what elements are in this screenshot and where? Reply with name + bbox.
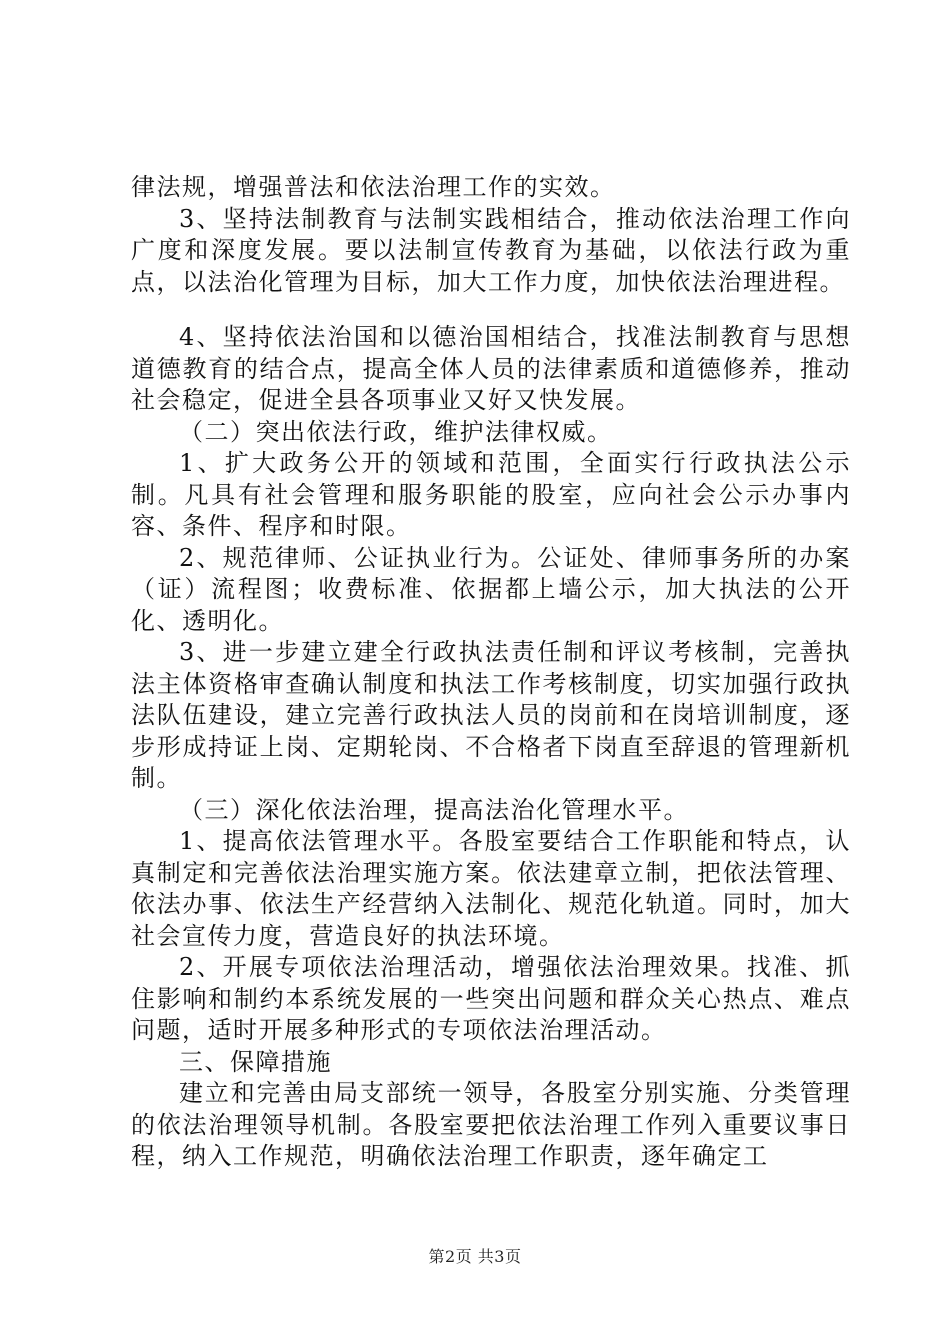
paragraph-safeguards: 建立和完善由局支部统一领导，各股室分别实施、分类管理的依法治理领导机制。各股室要把依法治理工作列入重要议事日程，纳入工作规范，明确依法治理工作职责，逐年确定工 (131, 1079, 851, 1170)
paragraph-item-3: 3、坚持法制教育与法制实践相结合，推动依法治理工作向广度和深度发展。要以法制宣传教育为基础，以依法行政为重点，以法治化管理为目标，加大工作力度，加快依法治理进程。 (131, 204, 851, 296)
document-body (131, 172, 851, 1173)
paragraph-item-2-1: 1、扩大政务公开的领域和范围，全面实行行政执法公示制。凡具有社会管理和服务职能的股室，应向社会公示办事内容、条件、程序和时限。 (131, 449, 851, 540)
page-number-footer: 第2页 共3页 (428, 1247, 522, 1266)
section-heading-safeguards: 三、保障措施 (179, 1047, 332, 1076)
paragraph-item-4: 4、坚持依法治国和以德治国相结合，找准法制教育与思想道德教育的结合点，提高全体人员的法律素质和道德修养，推动社会稳定，促进全县各项事业又好又快发展。 (131, 323, 851, 414)
paragraph-continuation: 律法规，增强普法和依法治理工作的实效。 (131, 173, 616, 201)
paragraph-item-3-2: 2、开展专项依法治理活动，增强依法治理效果。找准、抓住影响和制约本系统发展的一些突出问题和群众关心热点、难点问题，适时开展多种形式的专项依法治理活动。 (131, 953, 851, 1044)
paragraph-item-3-1: 1、提高依法管理水平。各股室要结合工作职能和特点，认真制定和完善依法治理实施方案。依法建章立制，把依法管理、依法办事、依法生产经营纳入法制化、规范化轨道。同时，加大社会宣传力度，营造良好的执法环境。 (131, 827, 851, 950)
paragraph-item-2-3: 3、进一步建立建全行政执法责任制和评议考核制，完善执法主体资格审查确认制度和执法工作考核制度，切实加强行政执法队伍建设，建立完善行政执法人员的岗前和在岗培训制度，逐步形成持证上岗、定期轮岗、不合格者下岗直至辞退的管理新机制。 (131, 638, 851, 792)
paragraph-item-2-2: 2、规范律师、公证执业行为。公证处、律师事务所的办案（证）流程图；收费标准、依据都上墙公示，加大执法的公开化、透明化。 (131, 543, 851, 635)
section-heading-3: （三）深化依法治理，提高法治化管理水平。 (179, 795, 689, 824)
section-heading-2: （二）突出依法行政，维护法律权威。 (179, 417, 613, 446)
